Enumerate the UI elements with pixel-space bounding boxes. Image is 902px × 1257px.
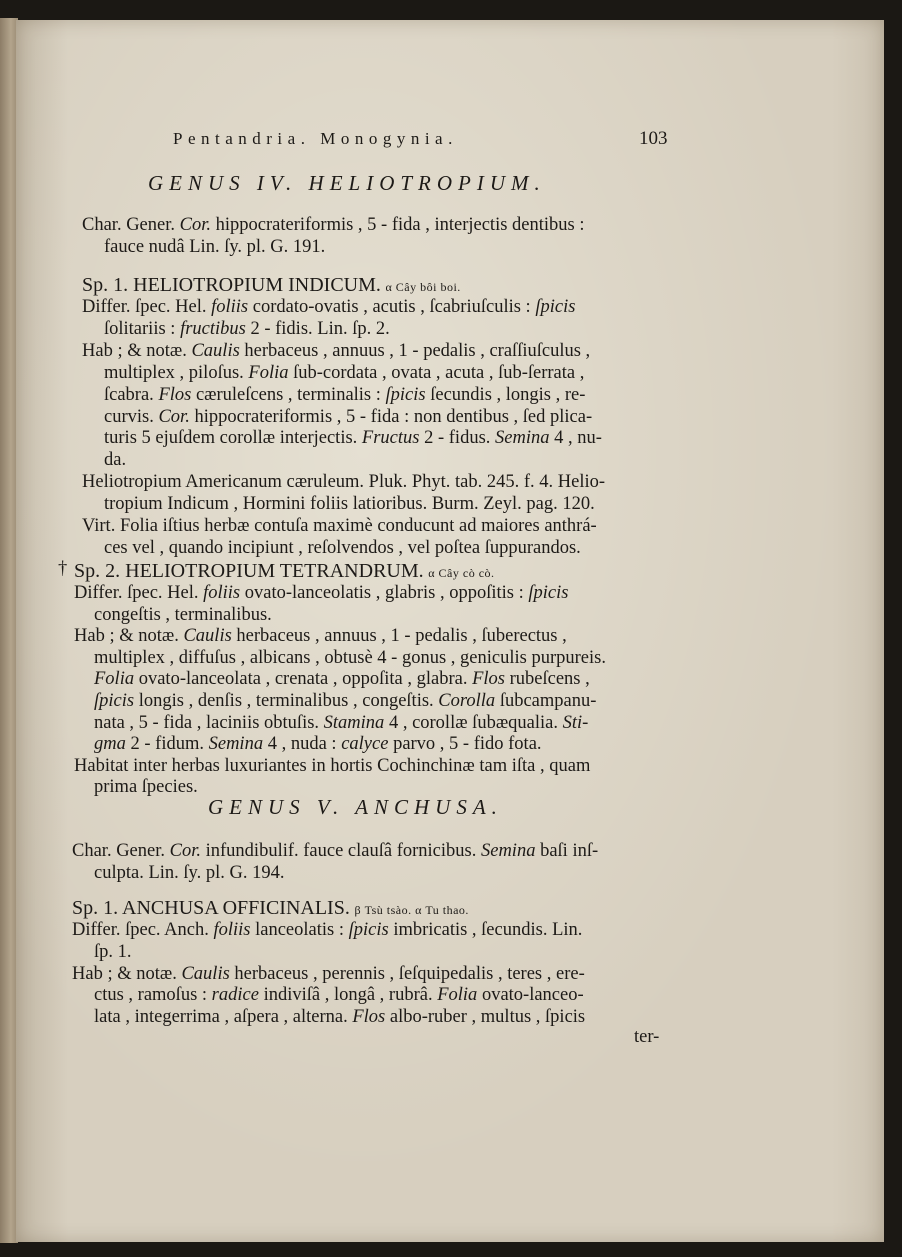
running-title: Pentandria. Monogynia. [173,129,458,148]
species-name: Sp. 1. ANCHUSA OFFICINALIS. [72,897,350,919]
text-line: Hab ; & notæ. Caulis herbaceus , perennis , ſeſquipedalis , teres , ere- [72,963,585,984]
catchword: ter- [634,1027,660,1047]
species-marker: † [58,559,68,579]
page-number: 103 [639,128,668,149]
text-line: ſp. 1. [94,941,132,962]
vernacular-name: β Tsù tsào. α Tu thao. [354,903,469,917]
species-heading [82,274,461,298]
text-line: Hab ; & notæ. Caulis herbaceus , annuus , 1 - pedalis , ſuberectus , [74,626,567,647]
text-line: Differ. ſpec. Hel. foliis ovato-lanceolatis , glabris , oppoſitis : ſpicis [74,583,569,603]
species-heading [72,897,469,921]
text-line: Differ. ſpec. Hel. foliis cordato-ovatis , acutis , ſcabriuſculis : ſpicis [82,297,576,317]
char-label: Char. Gener. [82,215,180,235]
text-line: multiplex , piloſus. Folia ſub-cordata , ovata , acuta , ſub-ſerrata , [104,362,585,383]
text-line: Habitat inter herbas luxuriantes in hortis Cochinchinæ tam iſta , quam [74,755,591,776]
book-page [16,20,884,1242]
text-line: Hab ; & notæ. Caulis herbaceus , annuus , 1 - pedalis , craſſiuſculus , [82,340,591,361]
text-line: ctus , ramoſus : radice indiviſâ , longâ , rubrâ. Folia ovato-lanceo- [94,985,584,1006]
text-line: nata , 5 - fida , laciniis obtuſis. Stamina 4 , corollæ ſubæqualia. Sti- [94,712,589,733]
text-line: Differ. ſpec. Anch. foliis lanceolatis : ſpicis imbricatis , ſecundis. Lin. [72,920,583,940]
text-line: multiplex , diffuſus , albicans , obtusè 4 - gonus , geniculis purpureis. [94,647,606,668]
text-line: Heliotropium Americanum cæruleum. Pluk. Phyt. tab. 245. f. 4. Helio- [82,472,606,493]
species-name: Sp. 2. HELIOTROPIUM TETRANDRUM. [74,560,424,582]
text-line: ces vel , quando incipiunt , reſolvendos , vel poſtea ſuppurandos. [104,537,581,558]
text-line: Virt. Folia iſtius herbæ contuſa maximè conducunt ad maiores anthrá- [82,516,597,536]
text-line: da. [104,450,127,471]
vernacular-name: α Cây bôi boi. [385,280,461,294]
text-line: prima ſpecies. [94,777,198,798]
text-line: gma 2 - fidum. Semina 4 , nuda : calyce parvo , 5 - fido fota. [94,734,542,755]
text-line: turis 5 ejuſdem corollæ interjectis. Fructus 2 - fidus. Semina 4 , nu- [104,428,602,449]
text-line: ſcabra. Flos cæruleſcens , terminalis : ſpicis ſecundis , longis , re- [104,384,586,405]
text-line: ſpicis longis , denſis , terminalibus , congeſtis. Corolla ſubcampanu- [94,691,597,711]
char-corolla-term: Cor. [179,215,211,235]
text-line: tropium Indicum , Hormini foliis latioribus. Burm. Zeyl. pag. 120. [104,494,595,515]
genus-iv-character-line-2: fauce nudâ Lin. ſy. pl. G. 191. [104,237,326,257]
page-content [16,20,884,1242]
text-line: Char. Gener. Cor. infundibulif. fauce clauſâ fornicibus. Semina baſi inſ- [72,841,599,861]
genus-v-title: GENUS V. ANCHUSA. [208,795,503,819]
text-line: curvis. Cor. hippocrateriformis , 5 - fida : non dentibus , ſed plica- [104,406,593,427]
species-name: Sp. 1. HELIOTROPIUM INDICUM. [82,274,381,296]
genus-iv-title: GENUS IV. HELIOTROPIUM. [148,171,546,195]
text-line: Folia ovato-lanceolata , crenata , oppoſita , glabra. Flos rubeſcens , [94,669,590,690]
vernacular-name: α Cây cò cò. [428,566,495,580]
char-description: hippocrateriformis , 5 - fida , interjectis dentibus : [211,215,585,235]
text-line: ſolitariis : fructibus 2 - fidis. Lin. ſp. 2. [104,318,390,339]
text-line: lata , integerrima , aſpera , alterna. Flos albo-ruber , multus , ſpicis [94,1007,586,1028]
text-line: congeſtis , terminalibus. [94,604,272,625]
genus-iv-character-line-1 [82,214,585,236]
species-heading [74,560,495,584]
text-line: culpta. Lin. ſy. pl. G. 194. [94,863,285,883]
